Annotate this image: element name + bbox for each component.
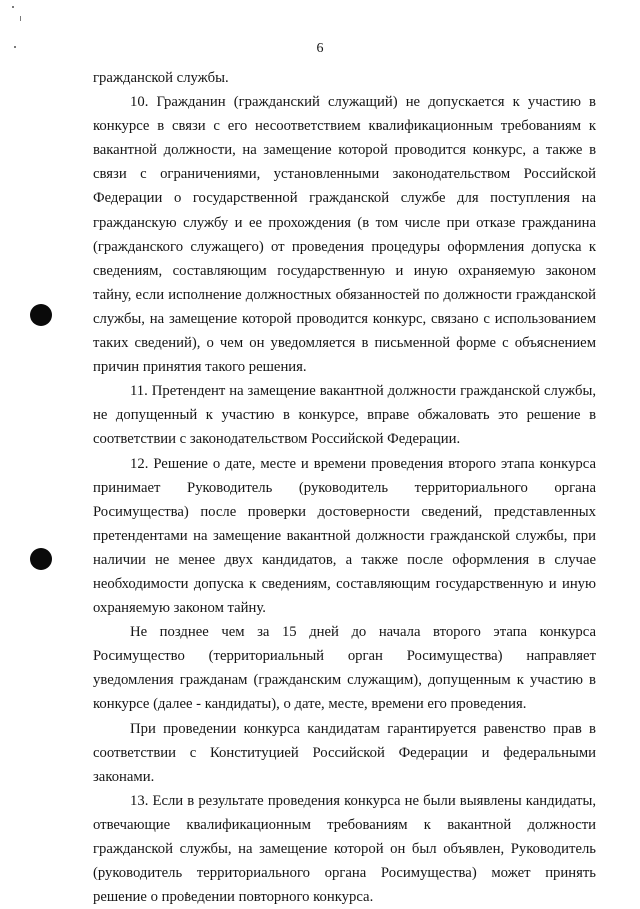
paragraph-12: 12. Решение о дате, месте и времени проведения второго этапа конкурса принимает Руководитель (руководитель территориального органа Росимущества) после проверки достоверности сведений, представленных претендентами на замещение вакантной должности гражданской службы, при наличии не менее двух кандидатов, а также после оформления в случае необходимости допуска к сведениям, составляющим государственную и иную охраняемую законом тайну.	[93, 455, 596, 617]
paragraph-12-equality: При проведении конкурса кандидатам гарантируется равенство прав в соответствии с Конституцией Российской Федерации и федеральными законами.	[93, 720, 596, 785]
paragraph-12-notification: Не позднее чем за 15 дней до начала второго этапа конкурса Росимущество (территориальный орган Росимущества) направляет уведомления гражданам (гражданским служащим), допущенным к участию в конкурсе (далее - кандидаты), о дате, месте, времени его проведения.	[93, 624, 596, 713]
scan-speck	[12, 6, 14, 8]
punch-hole-mark	[30, 548, 52, 570]
paragraph-continuation: гражданской службы.	[93, 70, 229, 86]
paragraph-10: 10. Гражданин (гражданский служащий) не допускается к участию в конкурсе в связи с его несоответствием квалификационным требованиям к вакантной должности, на замещение которой проводится конкурс, а также в связи с ограничениями, установленными законодательством Российской Федерации о государственной гражданской службе для поступления на гражданскую службу и ее прохождения (в том числе при отказе гражданина (гражданского служащего) от проведения процедуры оформления допуска к сведениям, составляющим государственную и иную охраняемую законом тайну, если исполнение должностных обязанностей по должности гражданской службы, на замещение которой проводится конкурс, связано с использованием таких сведений), о чем он уведомляется в письменной форме с объяснением причин принятия такого решения.	[93, 94, 596, 376]
paragraph-13: 13. Если в результате проведения конкурса не были выявлены кандидаты, отвечающие квалификационным требованиям к вакантной должности гражданской службы, на замещение которой он был объявлен, Руководитель (руководитель территориального органа Росимущества) может принять решение о проведении повторного конкурса.	[93, 792, 596, 906]
paragraph-11: 11. Претендент на замещение вакантной должности гражданской службы, не допущенный к участию в конкурсе, вправе обжаловать это решение в соответствии с законодательством Российской Федерации.	[93, 383, 596, 448]
scan-speck	[20, 16, 21, 21]
page-number: 6	[316, 41, 324, 56]
punch-hole-mark	[30, 304, 52, 326]
document-body	[93, 66, 596, 909]
